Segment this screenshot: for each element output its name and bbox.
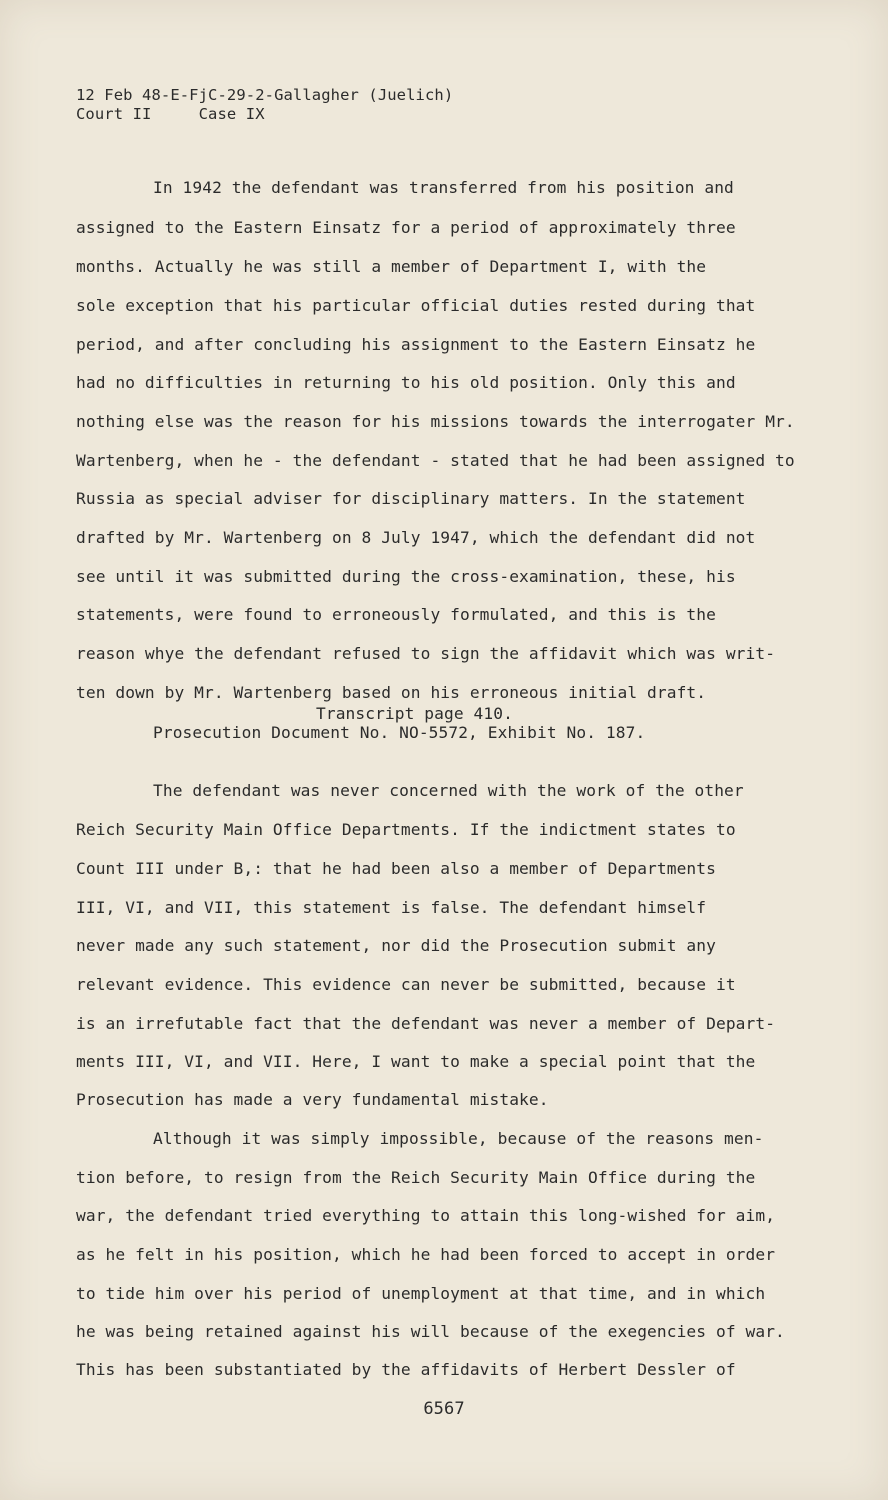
- paragraph-1-line: see until it was submitted during the cross-examination, these, his: [76, 567, 736, 586]
- paragraph-1-line: Wartenberg, when he - the defendant - stated that he had been assigned to: [76, 451, 795, 470]
- paragraph-3-line: as he felt in his position, which he had been forced to accept in order: [76, 1245, 776, 1264]
- paragraph-2-line: never made any such statement, nor did the Prosecution submit any: [76, 936, 716, 955]
- paragraph-2-line: Prosecution has made a very fundamental mistake.: [76, 1090, 549, 1109]
- paragraph-1-line: nothing else was the reason for his missions towards the interrogater Mr.: [76, 412, 795, 431]
- paragraph-3-line: tion before, to resign from the Reich Security Main Office during the: [76, 1168, 756, 1187]
- paragraph-3-line: war, the defendant tried everything to attain this long-wished for aim,: [76, 1206, 776, 1225]
- paragraph-2-line: The defendant was never concerned with the work of the other: [153, 781, 744, 800]
- citation-exhibit: Prosecution Document No. NO-5572, Exhibit No. 187.: [153, 723, 646, 742]
- paragraph-1-line: statements, were found to erroneously formulated, and this is the: [76, 605, 716, 624]
- paragraph-1-line: Russia as special adviser for disciplinary matters. In the statement: [76, 489, 746, 508]
- paragraph-1-line: drafted by Mr. Wartenberg on 8 July 1947, which the defendant did not: [76, 528, 756, 547]
- paragraph-1-line: sole exception that his particular official duties rested during that: [76, 296, 756, 315]
- paragraph-3-line: he was being retained against his will because of the exegencies of war.: [76, 1322, 785, 1341]
- paragraph-1-line: In 1942 the defendant was transferred from his position and: [153, 178, 734, 197]
- paragraph-2-line: is an irrefutable fact that the defendant was never a member of Depart-: [76, 1014, 776, 1033]
- paragraph-3-line: to tide him over his period of unemployment at that time, and in which: [76, 1284, 766, 1303]
- paragraph-1-line: assigned to the Eastern Einsatz for a period of approximately three: [76, 218, 736, 237]
- paragraph-2-line: ments III, VI, and VII. Here, I want to make a special point that the: [76, 1052, 756, 1071]
- paragraph-1-line: had no difficulties in returning to his old position. Only this and: [76, 373, 736, 392]
- header-line-2: Court II Case IX: [76, 105, 265, 123]
- paragraph-1-line: period, and after concluding his assignment to the Eastern Einsatz he: [76, 335, 756, 354]
- paragraph-3-line: Although it was simply impossible, because of the reasons men-: [153, 1129, 764, 1148]
- citation-transcript: Transcript page 410.: [316, 704, 513, 723]
- paragraph-1-line: reason whye the defendant refused to sign the affidavit which was writ-: [76, 644, 776, 663]
- page-number: 6567: [423, 1399, 465, 1419]
- paragraph-1-line: months. Actually he was still a member of Department I, with the: [76, 257, 707, 276]
- paragraph-2-line: III, VI, and VII, this statement is false. The defendant himself: [76, 898, 707, 917]
- paragraph-2-line: relevant evidence. This evidence can never be submitted, because it: [76, 975, 736, 994]
- paragraph-1-line: ten down by Mr. Wartenberg based on his erroneous initial draft.: [76, 683, 707, 702]
- paragraph-2-line: Reich Security Main Office Departments. If the indictment states to: [76, 820, 736, 839]
- header-line-1: 12 Feb 48-E-FjC-29-2-Gallagher (Juelich): [76, 86, 454, 104]
- paragraph-2-line: Count III under B,: that he had been also a member of Departments: [76, 859, 716, 878]
- paragraph-3-line: This has been substantiated by the affidavits of Herbert Dessler of: [76, 1360, 736, 1379]
